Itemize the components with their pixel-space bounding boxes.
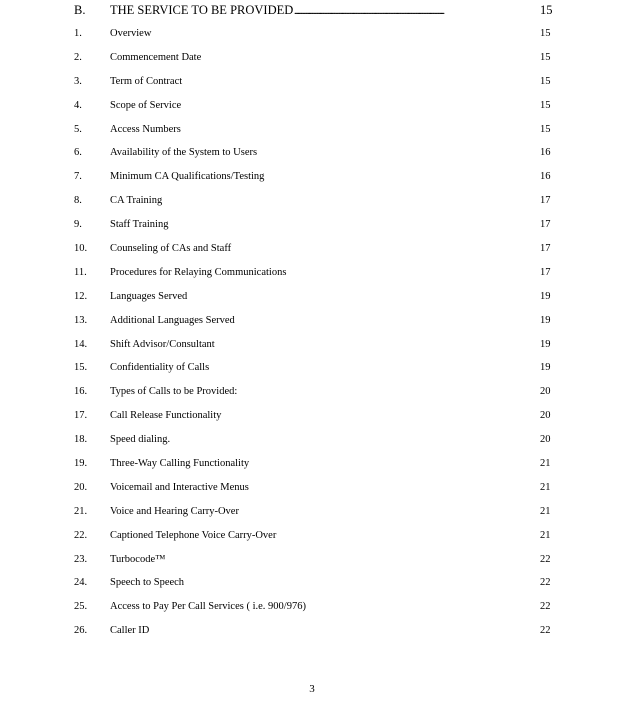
- toc-entry-page: 15: [540, 28, 551, 39]
- toc-entry-title: [110, 434, 550, 445]
- toc-entry: [0, 313, 624, 337]
- toc-entry-page: 21: [540, 458, 551, 470]
- toc-entry-title: [110, 410, 550, 421]
- toc-entry-title: [110, 291, 550, 302]
- toc-entry-title-text: Captioned Telephone Voice Carry-Over: [110, 529, 277, 541]
- toc-entry-page: 17: [540, 219, 551, 231]
- toc-entry-title: [110, 76, 550, 87]
- toc-entry-number: 7.: [74, 171, 82, 183]
- toc-entry-title: [110, 530, 550, 541]
- toc-entry-title-text: Minimum CA Qualifications/Testing: [110, 171, 265, 183]
- toc-entry-page: 17: [540, 266, 551, 278]
- toc-entry-title-text: Commencement Date: [110, 51, 202, 63]
- toc-entry-page: 20: [540, 386, 551, 398]
- toc-entry-title-text: Access Numbers: [110, 123, 181, 135]
- table-of-contents: [0, 26, 624, 647]
- toc-entry: [0, 384, 624, 408]
- toc-entry-title-text: Voicemail and Interactive Menus: [110, 481, 249, 493]
- toc-entry-title-text: Three-Way Calling Functionality: [110, 458, 250, 470]
- toc-entry-number: 24.: [74, 577, 88, 589]
- toc-entry-title: [110, 243, 550, 254]
- toc-entry-page: 16: [540, 171, 551, 183]
- toc-entry: [0, 217, 624, 241]
- toc-entry-title-text: Counseling of CAs and Staff: [110, 243, 232, 255]
- toc-entry-title-text: Term of Contract: [110, 75, 183, 87]
- toc-entry-page: 22: [540, 577, 551, 589]
- toc-entry-title-text: Turbocode™: [110, 553, 166, 565]
- toc-entry-number: 11.: [74, 266, 87, 278]
- toc-entry-page: 21: [540, 481, 551, 493]
- toc-entry: [0, 337, 624, 361]
- toc-entry-number: 3.: [74, 75, 82, 87]
- toc-entry: [0, 599, 624, 623]
- toc-entry-number: 23.: [74, 553, 88, 565]
- toc-entry-page: 16: [540, 147, 551, 159]
- toc-entry-title: [110, 554, 550, 565]
- toc-entry-page: 15: [540, 99, 551, 111]
- toc-entry-title: [110, 386, 550, 397]
- toc-entry: [0, 408, 624, 432]
- toc-entry-page: 19: [540, 290, 551, 302]
- toc-entry-title-text: Call Release Functionality: [110, 410, 222, 422]
- toc-entry-title-text: Availability of the System to Users: [110, 147, 258, 159]
- section-page: 15: [540, 3, 553, 17]
- toc-entry-number: 1.: [74, 28, 82, 39]
- toc-entry: [0, 552, 624, 576]
- toc-entry: [0, 98, 624, 122]
- section-title: [110, 3, 551, 18]
- toc-entry: [0, 145, 624, 169]
- toc-entry-title: [110, 482, 550, 493]
- toc-entry-page: 20: [540, 410, 551, 422]
- toc-entry-number: 21.: [74, 505, 88, 517]
- toc-entry-page: 19: [540, 338, 551, 350]
- toc-entry-page: 15: [540, 123, 551, 135]
- toc-entry: [0, 74, 624, 98]
- toc-entry-number: 16.: [74, 386, 88, 398]
- toc-entry-page: 20: [540, 434, 551, 446]
- toc-entry-number: 5.: [74, 123, 82, 135]
- toc-entry-title: [110, 458, 550, 469]
- toc-entry-number: 26.: [74, 625, 88, 637]
- toc-entry-number: 25.: [74, 601, 88, 613]
- toc-entry-title-text: Types of Calls to be Provided:: [110, 386, 238, 398]
- toc-entry-title: [110, 506, 550, 517]
- toc-entry-number: 15.: [74, 362, 88, 374]
- toc-entry-number: 18.: [74, 434, 88, 446]
- toc-entry: [0, 360, 624, 384]
- toc-entry-page: 15: [540, 75, 551, 87]
- toc-entry-number: 6.: [74, 147, 82, 159]
- toc-entry: [0, 504, 624, 528]
- toc-entry-title: [110, 219, 550, 230]
- toc-entry-page: 17: [540, 243, 551, 255]
- toc-entry: [0, 456, 624, 480]
- toc-entry-title: [110, 171, 550, 182]
- toc-entry: [0, 432, 624, 456]
- toc-entry-title: [110, 267, 550, 278]
- toc-entry-title: [110, 195, 550, 206]
- toc-entry-title: [110, 52, 550, 63]
- toc-entry-title-text: Overview: [110, 28, 152, 39]
- toc-entry-number: 20.: [74, 481, 88, 493]
- toc-entry-number: 19.: [74, 458, 88, 470]
- toc-entry-page: 22: [540, 625, 551, 637]
- toc-entry: [0, 575, 624, 599]
- toc-entry-page: 17: [540, 195, 551, 207]
- toc-entry-title-text: Caller ID: [110, 625, 150, 637]
- toc-entry-page: 22: [540, 553, 551, 565]
- toc-entry: [0, 122, 624, 146]
- toc-entry-page: 15: [540, 51, 551, 63]
- toc-entry-number: 22.: [74, 529, 88, 541]
- toc-entry-title: [110, 362, 550, 373]
- toc-entry-number: 8.: [74, 195, 82, 207]
- toc-entry-title-text: Access to Pay Per Call Services ( i.e. 900/976): [110, 601, 306, 613]
- toc-entry-title: [110, 147, 550, 158]
- toc-entry-title: [110, 339, 550, 350]
- toc-entry-title-text: Additional Languages Served: [110, 314, 235, 326]
- toc-entry-title-text: Confidentiality of Calls: [110, 362, 210, 374]
- section-number: B.: [74, 3, 86, 17]
- toc-entry-page: 21: [540, 505, 551, 517]
- toc-entry-number: 12.: [74, 290, 88, 302]
- toc-entry: [0, 265, 624, 289]
- toc-entry: [0, 289, 624, 313]
- toc-entry: [0, 241, 624, 265]
- toc-entry-number: 9.: [74, 219, 82, 231]
- toc-entry: [0, 528, 624, 552]
- toc-entry-title-text: Scope of Service: [110, 99, 182, 111]
- toc-entry-title: [110, 577, 550, 588]
- toc-entry-title: [110, 100, 550, 111]
- toc-entry: [0, 26, 624, 50]
- toc-entry-title: [110, 124, 550, 135]
- toc-entry: [0, 50, 624, 74]
- toc-entry: [0, 169, 624, 193]
- toc-entry-number: 17.: [74, 410, 88, 422]
- toc-entry-title-text: Voice and Hearing Carry-Over: [110, 505, 239, 517]
- toc-entry-title: [110, 315, 550, 326]
- toc-entry-title-text: Procedures for Relaying Communications: [110, 266, 287, 278]
- toc-entry-title-text: Staff Training: [110, 219, 169, 231]
- toc-entry: [0, 480, 624, 504]
- toc-entry-number: 2.: [74, 51, 82, 63]
- toc-entry: [0, 623, 624, 647]
- toc-entry-page: 21: [540, 529, 551, 541]
- toc-entry-page: 19: [540, 362, 551, 374]
- toc-entry-title: [110, 28, 550, 39]
- toc-entry-number: 4.: [74, 99, 82, 111]
- toc-entry-page: 19: [540, 314, 551, 326]
- toc-entry: [0, 193, 624, 217]
- toc-entry-title-text: Languages Served: [110, 290, 188, 302]
- toc-entry-page: 22: [540, 601, 551, 613]
- toc-entry-title-text: Shift Advisor/Consultant: [110, 338, 215, 350]
- toc-entry-number: 14.: [74, 338, 88, 350]
- toc-entry-title: [110, 601, 550, 612]
- toc-entry-title-text: Speech to Speech: [110, 577, 185, 589]
- toc-entry-number: 10.: [74, 243, 88, 255]
- section-heading: [0, 3, 624, 19]
- toc-entry-title-text: Speed dialing.: [110, 434, 171, 446]
- toc-entry-number: 13.: [74, 314, 88, 326]
- page-number: 3: [309, 683, 315, 695]
- toc-entry-title-text: CA Training: [110, 195, 163, 207]
- section-title-text: THE SERVICE TO BE PROVIDED: [110, 3, 294, 17]
- toc-entry-title: [110, 625, 550, 636]
